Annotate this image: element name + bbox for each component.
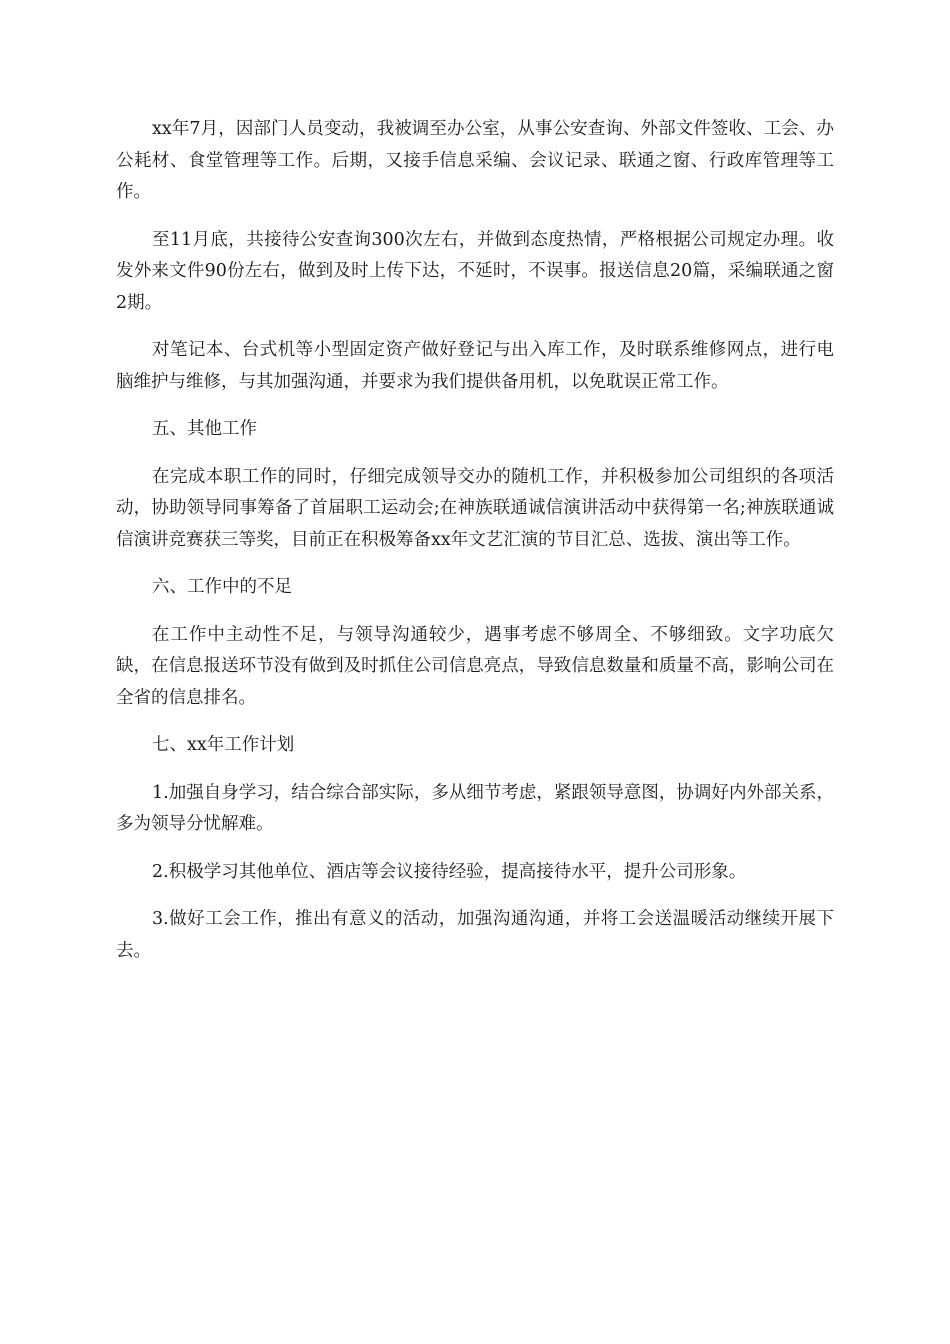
plan-item-3: 3.做好工会工作，推出有意义的活动，加强沟通沟通，并将工会送温暖活动继续开展下去。 [116, 909, 834, 961]
paragraph-assets: 对笔记本、台式机等小型固定资产做好登记与出入库工作，及时联系维修网点，进行电脑维护与维修，与其加强沟通，并要求为我们提供备用机，以免耽误正常工作。 [116, 340, 834, 392]
section-heading-work-plan: 七、xx年工作计划 [152, 735, 295, 755]
plan-item-1: 1.加强自身学习，结合综合部实际，多从细节考虑，紧跟领导意图，协调好内外部关系，多为领导分忧解难。 [116, 782, 834, 834]
plan-item-2: 2.积极学习其他单位、酒店等会议接待经验，提高接待水平，提升公司形象。 [152, 861, 747, 882]
paragraph-transfer: xx年7月，因部门人员变动，我被调至办公室，从事公安查询、外部文件签收、工会、办公耗材、食堂管理等工作。后期，又接手信息采编、会议记录、联通之窗、行政库管理等工作。 [116, 119, 834, 202]
paragraph-statistics: 至11月底，共接待公安查询300次左右，并做到态度热情，严格根据公司规定办理。收发外来文件90份左右，做到及时上传下达，不延时，不误事。报送信息20篇，采编联通之窗2期。 [116, 229, 834, 313]
paragraph-other-work: 在完成本职工作的同时，仔细完成领导交办的随机工作，并积极参加公司组织的各项活动，协助领导同事筹备了首届职工运动会;在神族联通诚信演讲活动中获得第一名;神族联通诚信演讲竞赛获三等奖，目前正在积极筹备xx年文艺汇演的节目汇总、选拔、演出等工作。 [116, 466, 834, 550]
document-page [116, 114, 834, 983]
paragraph-shortcomings: 在工作中主动性不足，与领导沟通较少，遇事考虑不够周全、不够细致。文字功底欠缺，在信息报送环节没有做到及时抓住公司信息亮点，导致信息数量和质量不高，影响公司在全省的信息排名。 [116, 624, 834, 708]
section-heading-other-work: 五、其他工作 [152, 419, 257, 439]
section-heading-shortcomings: 六、工作中的不足 [152, 577, 292, 597]
